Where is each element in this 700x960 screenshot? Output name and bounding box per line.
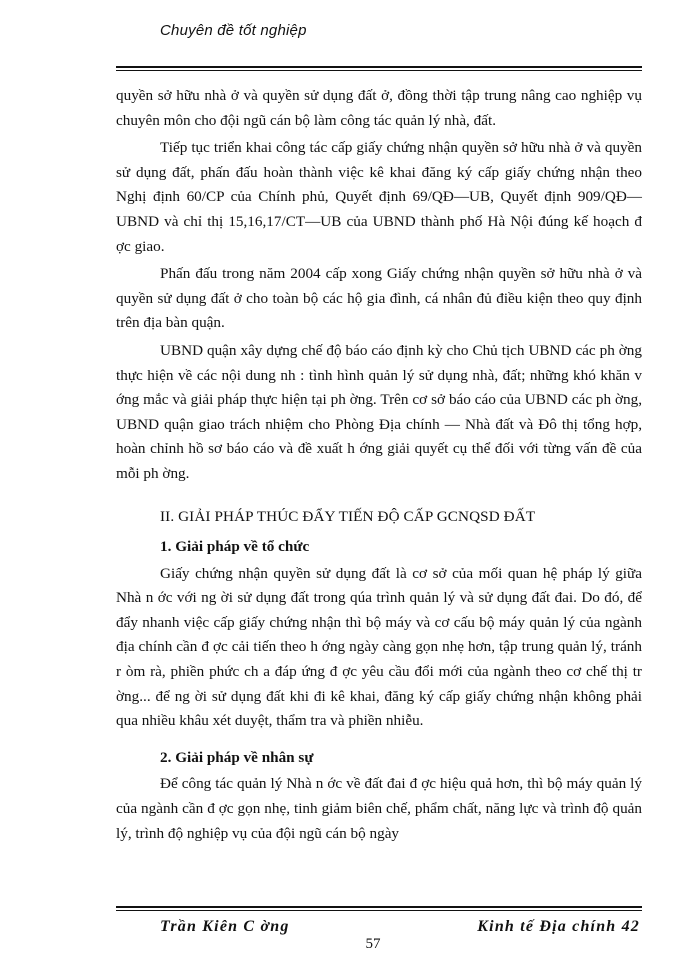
subsection-heading-organization: 1. Giải pháp về tổ chức (160, 538, 310, 556)
footer-rule-thick (116, 906, 642, 908)
page-number: 57 (365, 936, 381, 952)
paragraph-personnel: Để công tác quản lý Nhà n ớc về đất đai đ ợc hiệu quả hơn, thì bộ máy quản lý của ngành cần đ ợc gọn nhẹ, tinh giảm biên chế, phẩm chất, năng lực và trình độ quản lý, trình độ nghiệp vụ của đội ngũ cán bộ ngày (116, 775, 642, 842)
subsection-heading-personnel: 2. Giải pháp về nhân sự (160, 748, 314, 766)
paragraph-2004-target: Phấn đấu trong năm 2004 cấp xong Giấy chứng nhận quyền sở hữu nhà ở và quyền sử dụng đất ở cho toàn bộ các hộ gia đình, cá nhân đủ điều kiện theo quy định trên địa bàn quận. (116, 265, 642, 332)
paragraph-certificate-issuance: Tiếp tục triển khai công tác cấp giấy chứng nhận quyền sở hữu nhà ở và quyền sử dụng đất, phấn đấu hoàn thành việc kê khai đăng ký cấp giấy chứng nhận theo Nghị định 60/CP của Chính phủ, Quyết định 69/QĐ—UB, Quyết định 909/QĐ—UBND và chỉ thị 15,16,17/CT—UB của UBND thành phố Hà Nội đúng kế hoạch đ ợc giao. (116, 139, 642, 255)
footer-course: Kinh tế Địa chính 42 (477, 918, 640, 935)
header-title: Chuyên đề tốt nghiệp (160, 22, 307, 39)
footer-author: Trần Kiên C ờng (160, 918, 290, 935)
paragraph-reporting-regime: UBND quận xây dựng chế độ báo cáo định kỳ cho Chủ tịch UBND các ph ờng thực hiện về các nội dung nh : tình hình quản lý sử dụng nhà, đất; những khó khăn v ớng mắc và giải pháp thực hiện tại ph ờng. Trên cơ sở báo cáo của UBND các ph ờng, UBND quận giao trách nhiệm cho Phòng Địa chính — Nhà đất và Đô thị tổng hợp, hoàn chỉnh hồ sơ báo cáo và đề xuất h ớng giải quyết cụ thể đối với từng vấn đề của mỗi ph ờng. (116, 341, 642, 482)
page-body (116, 84, 642, 846)
paragraph-organization: Giấy chứng nhận quyền sử dụng đất là cơ sở của mối quan hệ pháp lý giữa Nhà n ớc với ng ời sử dụng đất trong qúa trình quản lý và sử dụng đất đai. Do đó, để đẩy nhanh việc cấp giấy chứng nhận thì bộ máy và cơ cấu bộ máy quản lý của ngành địa chính cần đ ợc cải tiến theo h ớng ngày càng gọn nhẹ hơn, tập trung quản lý, tránh r òm rà, phiền phức ch a đáp ứng đ ợc yêu cầu đổi mới của ngành theo cơ chế thị tr ờng... để ng ời sử dụng đất khi đi kê khai, đăng ký cấp giấy chứng nhận không phải qua nhiều khâu xét duyệt, thẩm tra và phiền nhiễu. (116, 564, 642, 730)
section-heading: II. GIẢI PHÁP THÚC ĐẨY TIẾN ĐỘ CẤP GCNQSD ĐẤT (160, 507, 536, 525)
paragraph-continuation: quyền sở hữu nhà ở và quyền sử dụng đất ở, đồng thời tập trung nâng cao nghiệp vụ chuyên môn cho đội ngũ cán bộ làm công tác quản lý nhà, đất. (116, 87, 642, 129)
header-rule-thick (116, 66, 642, 68)
footer-rule-thin (116, 910, 642, 911)
header-rule-thin (116, 70, 642, 71)
